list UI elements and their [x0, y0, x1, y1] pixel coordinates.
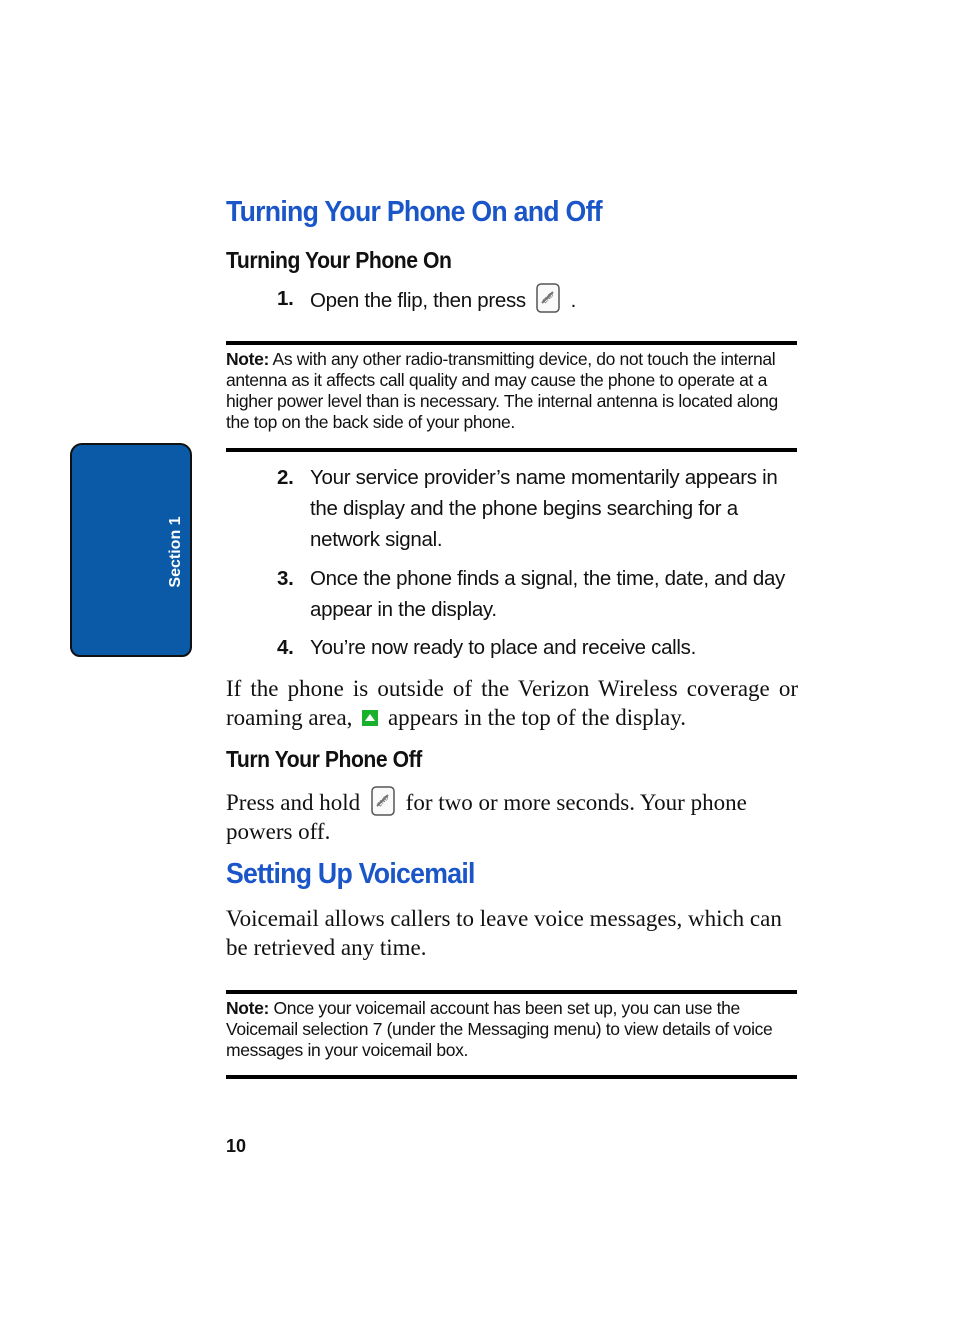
step-number: 2.	[277, 466, 294, 489]
divider	[226, 1075, 797, 1079]
subheading-turn-on: Turning Your Phone On	[226, 247, 452, 273]
note-voicemail	[226, 998, 798, 1061]
section-tab-label: Section 1	[167, 516, 184, 588]
note-antenna	[226, 349, 798, 433]
voicemail-heading: Setting Up Voicemail	[226, 858, 475, 890]
note-text: Once your voicemail account has been set up, you can use the Voicemail selection 7 (under the Messaging menu) to view details of voice messages in your voicemail box.	[226, 998, 773, 1060]
page-number: 10	[226, 1136, 247, 1156]
note-label: Note:	[226, 998, 269, 1018]
end-key-icon	[535, 283, 561, 313]
roaming-text-before-icon: If the phone is outside of the Verizon Wireless coverage or roaming area,	[226, 676, 798, 730]
step-text: Once the phone finds a signal, the time, date, and day appear in the display.	[310, 567, 785, 621]
roaming-icon	[362, 710, 378, 726]
roaming-paragraph	[226, 675, 798, 732]
divider	[226, 990, 797, 994]
turn-off-paragraph	[226, 786, 798, 846]
svg-text:END: END	[376, 794, 391, 809]
note-text: As with any other radio-transmitting device, do not touch the internal antenna as it affects call quality and may cause the phone to operate at a higher power level than is necessary. The internal antenna is located along the top on the back side of your phone.	[226, 349, 778, 432]
step-1	[277, 283, 807, 314]
step-text: You’re now ready to place and receive calls.	[310, 636, 697, 659]
svg-text:END: END	[541, 291, 556, 306]
page-title: Turning Your Phone On and Off	[226, 196, 602, 228]
step-text-before-icon: Open the flip, then press	[310, 289, 526, 312]
step-text: Your service provider’s name momentarily appears in the display and the phone begins searching for a network signal.	[310, 466, 778, 551]
divider	[226, 448, 797, 452]
step-number: 4.	[277, 636, 294, 659]
step-number: 1.	[277, 287, 294, 310]
subheading-turn-off: Turn Your Phone Off	[226, 746, 422, 772]
end-key-icon	[370, 786, 396, 816]
divider	[226, 341, 797, 345]
step-text	[310, 283, 800, 316]
step-text-after-icon: .	[570, 289, 577, 312]
step-number: 3.	[277, 567, 294, 590]
turn-off-text-before-icon: Press and hold	[226, 790, 361, 815]
step-4	[277, 632, 807, 663]
voicemail-paragraph: Voicemail allows callers to leave voice messages, which can be retrieved any time.	[226, 906, 782, 960]
roaming-text-after-icon: appears in the top of the display.	[387, 704, 687, 730]
step-2	[277, 462, 807, 555]
note-label: Note:	[226, 349, 269, 369]
turn-off-text-after-icon: for two or more seconds. Your phone powers off.	[226, 790, 747, 844]
step-3	[277, 563, 807, 625]
